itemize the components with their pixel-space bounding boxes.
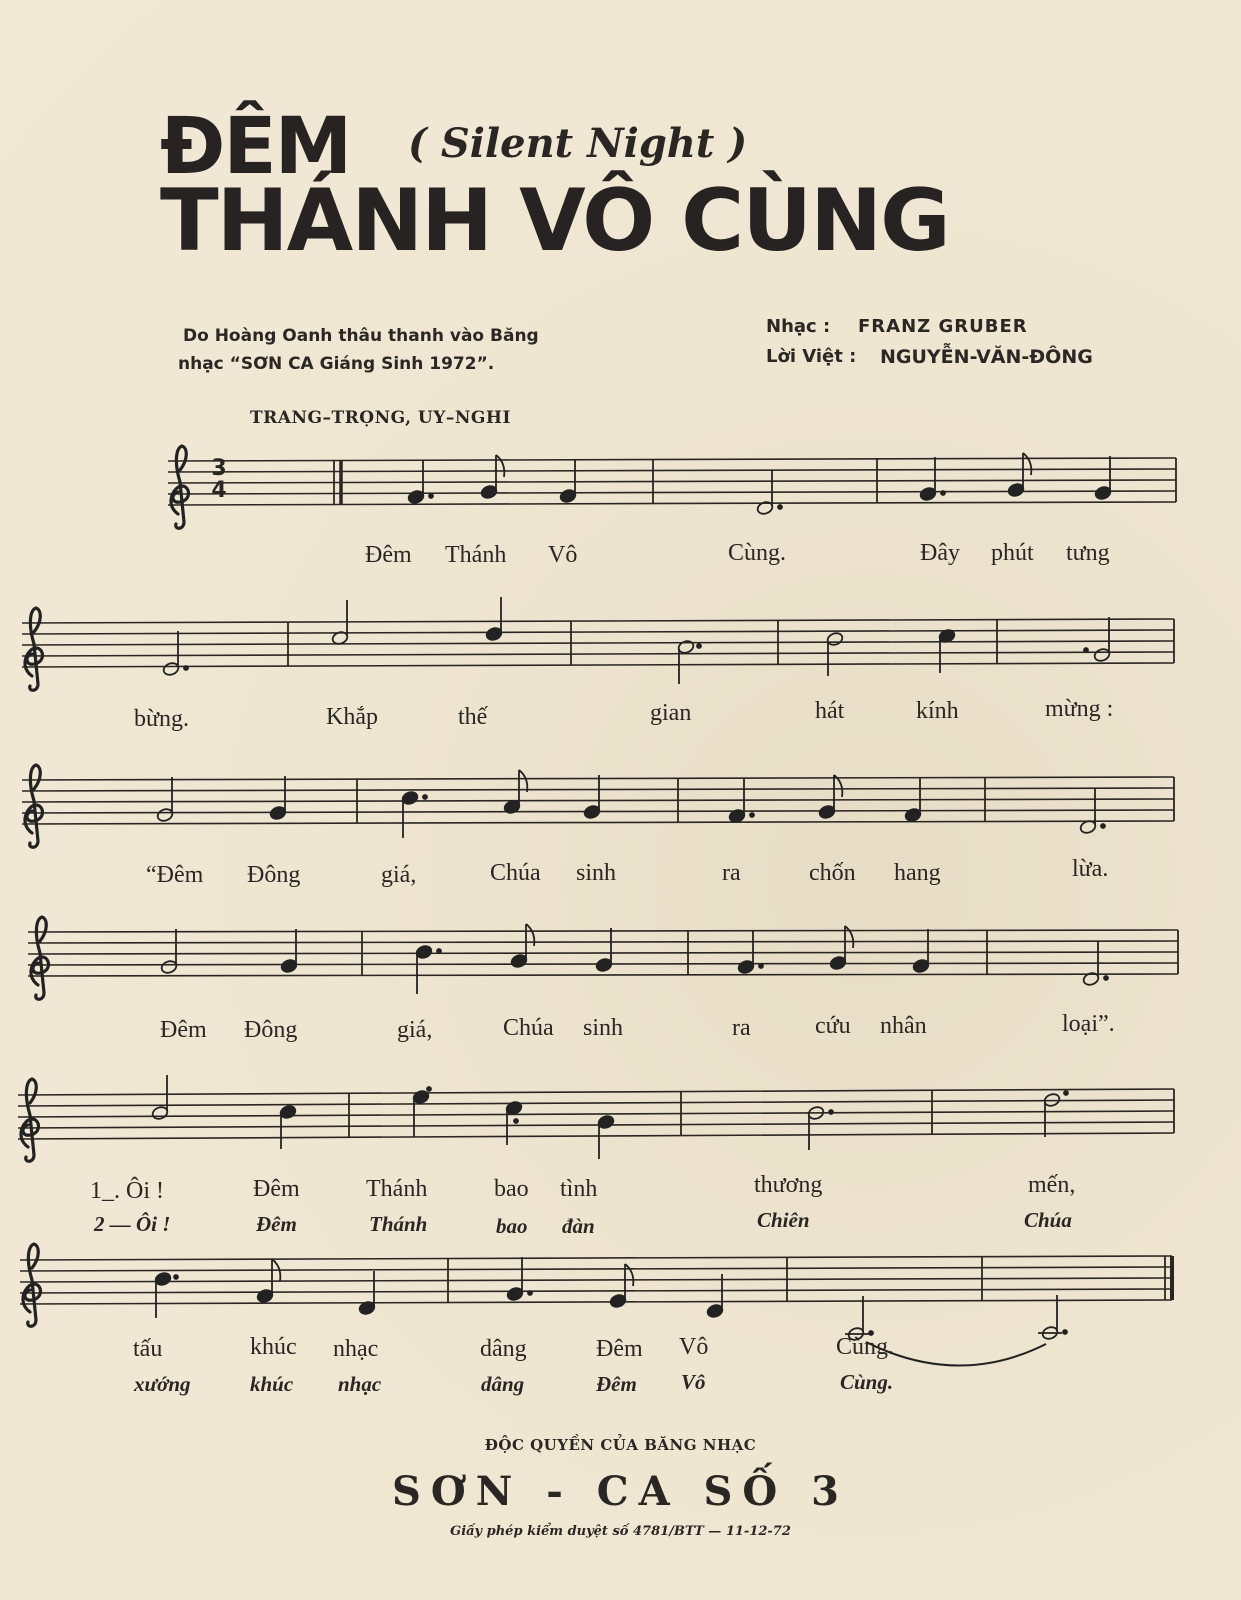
lyric-word: sinh bbox=[576, 860, 617, 886]
song-title-line1: ĐÊM bbox=[160, 102, 351, 192]
lyric-word: phút bbox=[991, 540, 1034, 566]
treble-clef bbox=[25, 765, 43, 847]
lyric-word: Đông bbox=[247, 862, 301, 888]
lyric-word: Đông bbox=[244, 1017, 298, 1043]
lyric-word: Đêm bbox=[365, 542, 412, 568]
staff-2 bbox=[22, 619, 1174, 667]
lyric-word: nhạc bbox=[338, 1372, 382, 1396]
lyric-word: Đêm bbox=[596, 1336, 643, 1362]
lyric-word: mừng : bbox=[1045, 696, 1114, 722]
treble-clef bbox=[171, 446, 189, 528]
time-signature bbox=[208, 458, 230, 502]
lyric-word: 1_. Ôi ! bbox=[90, 1178, 164, 1204]
tempo-marking: TRANG–TRỌNG, UY–NGHI bbox=[250, 408, 511, 428]
lyric-word: Thánh bbox=[366, 1176, 428, 1202]
lyric-word: Đêm bbox=[256, 1212, 297, 1236]
lyric-word: đàn bbox=[562, 1214, 595, 1238]
lyric-word: Chiên bbox=[757, 1208, 810, 1232]
recording-note-line2: nhạc “SƠN CA Giáng Sinh 1972”. bbox=[178, 354, 495, 374]
recording-note-line1: Do Hoàng Oanh thâu thanh vào Băng bbox=[183, 326, 539, 346]
brand-title: SƠN - CA SỐ 3 bbox=[391, 1468, 850, 1515]
lyric-word: ra bbox=[722, 860, 741, 886]
lyric-word: Thánh bbox=[445, 542, 507, 568]
lyric-word: dâng bbox=[481, 1372, 525, 1396]
lyric-word: loại”. bbox=[1062, 1011, 1115, 1037]
lyric-word: hát bbox=[815, 698, 845, 724]
lyric-word: xướng bbox=[134, 1372, 191, 1396]
music-label: Nhạc : bbox=[766, 316, 831, 337]
lyric-word: Cùng. bbox=[836, 1334, 895, 1360]
lyric-word: sinh bbox=[583, 1015, 624, 1041]
lyric-word: Vô bbox=[679, 1334, 709, 1360]
staff-1 bbox=[168, 458, 1176, 505]
staff-6 bbox=[20, 1256, 1172, 1304]
lyric-word: Đêm bbox=[160, 1017, 207, 1043]
staff-3 bbox=[22, 777, 1174, 824]
lyric-word: Đêm bbox=[253, 1176, 300, 1202]
lyric-word: Vô bbox=[548, 542, 578, 568]
lyric-word: khúc bbox=[250, 1334, 297, 1360]
lyric-word: nhạc bbox=[333, 1336, 379, 1362]
time-signature-top: 3 bbox=[211, 456, 227, 481]
lyric-word: lừa. bbox=[1072, 856, 1109, 882]
lyric-word: Khắp bbox=[326, 704, 378, 730]
lyric-word: chốn bbox=[809, 860, 856, 886]
lyric-word: Cùng. bbox=[840, 1370, 894, 1394]
lyric-word: 2 — Ôi ! bbox=[94, 1212, 171, 1236]
lyric-word: bao bbox=[496, 1214, 528, 1238]
lyrics-label: Lời Việt : bbox=[766, 346, 857, 367]
treble-clef bbox=[21, 1079, 39, 1161]
lyric-word: Chúa bbox=[503, 1015, 554, 1041]
lyric-word: ra bbox=[732, 1015, 751, 1041]
lyric-word: nhân bbox=[880, 1013, 927, 1039]
lyric-word: Vô bbox=[681, 1370, 706, 1394]
music-composer: FRANZ GRUBER bbox=[858, 316, 1028, 337]
treble-clef bbox=[25, 608, 43, 690]
rights-notice: ĐỘC QUYỀN CỦA BĂNG NHẠC bbox=[484, 1436, 757, 1454]
lyric-word: thương bbox=[754, 1172, 823, 1198]
lyric-word: mến, bbox=[1028, 1172, 1076, 1198]
lyric-word: Chúa bbox=[1024, 1208, 1072, 1232]
lyric-word: thế bbox=[458, 704, 488, 730]
song-subtitle: ( Silent Night ) bbox=[408, 120, 748, 167]
lyric-word: tình bbox=[560, 1176, 598, 1202]
treble-clef bbox=[31, 917, 49, 999]
license-line: Giấy phép kiểm duyệt số 4781/BTT — 11-12-72 bbox=[450, 1524, 791, 1539]
lyric-word: hang bbox=[894, 860, 941, 886]
staff-5 bbox=[18, 1089, 1174, 1139]
lyricist-name: NGUYỄN-VĂN-ĐÔNG bbox=[880, 346, 1093, 368]
lyric-word: giá, bbox=[381, 862, 417, 888]
lyric-word: cứu bbox=[815, 1013, 851, 1039]
lyric-word: bừng. bbox=[134, 706, 190, 732]
lyric-word: khúc bbox=[250, 1372, 294, 1396]
lyric-word: tưng bbox=[1066, 540, 1110, 566]
lyric-word: “Đêm bbox=[146, 862, 204, 888]
lyric-word: tấu bbox=[133, 1336, 163, 1362]
time-signature-bottom: 4 bbox=[211, 478, 227, 503]
lyric-word: gian bbox=[650, 700, 692, 726]
treble-clef bbox=[23, 1244, 41, 1326]
lyric-word: Chúa bbox=[490, 860, 541, 886]
lyric-word: bao bbox=[494, 1176, 529, 1202]
lyric-word: Thánh bbox=[369, 1212, 428, 1236]
lyric-word: kính bbox=[916, 698, 959, 724]
lyric-word: Đêm bbox=[596, 1372, 637, 1396]
lyric-word: Đây bbox=[920, 540, 960, 566]
lyric-word: Cùng. bbox=[728, 540, 787, 566]
song-title-line2: THÁNH VÔ CÙNG bbox=[160, 171, 949, 271]
lyric-word: giá, bbox=[397, 1017, 433, 1043]
lyric-word: dâng bbox=[480, 1336, 527, 1362]
